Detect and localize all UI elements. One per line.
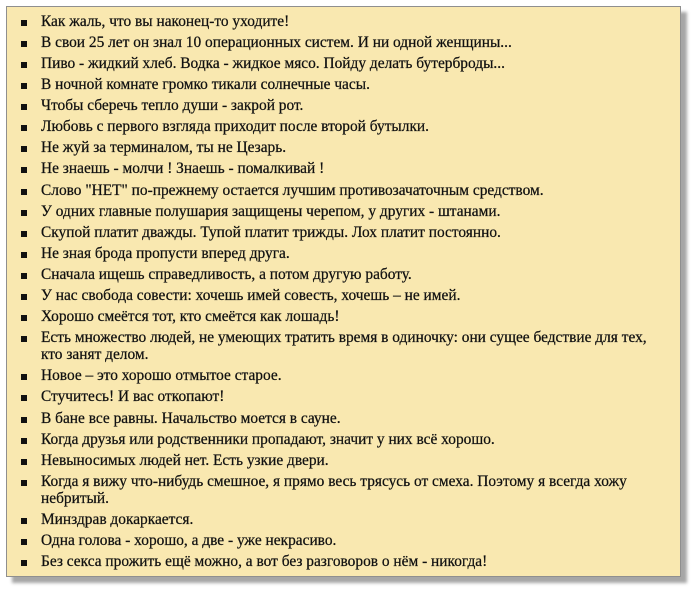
bullet-icon — [21, 560, 27, 566]
list-item-text: У нас свобода совести: хочешь имей совесть, хочешь – не имей. — [41, 286, 461, 304]
list-item — [21, 118, 666, 135]
bullet-icon — [21, 539, 27, 545]
list-item — [21, 532, 666, 549]
list-item-text: Без секса прожить ещё можно, а вот без разговоров о нём - никогда! — [41, 553, 488, 571]
list-item — [21, 182, 666, 199]
bullet-icon — [21, 167, 27, 173]
list-item — [21, 34, 666, 51]
list-item — [21, 553, 666, 570]
bullet-icon — [21, 374, 27, 380]
bullet-icon — [21, 294, 27, 300]
bullet-icon — [21, 83, 27, 89]
list-item-text: Как жаль, что вы наконец-то уходите! — [41, 13, 290, 30]
list-item — [21, 410, 666, 427]
list-item — [21, 55, 666, 72]
bullet-icon — [21, 231, 27, 237]
list-item-text: Чтобы сберечь тепло души - закрой рот. — [41, 97, 304, 115]
bullet-icon — [21, 395, 27, 401]
list-item-text: В бане все равны. Начальство моется в сауне. — [41, 409, 341, 427]
list-item-text: Пиво - жидкий хлеб. Водка - жидкое мясо. Пойду делать бутерброды... — [41, 55, 505, 73]
list-item — [21, 431, 666, 448]
list-item — [21, 452, 666, 469]
list-item-text: У одних главные полушария защищены черепом, у других - штанами. — [41, 202, 501, 220]
bullet-icon — [21, 336, 27, 342]
list-item-text: Новое – это хорошо отмытое старое. — [41, 367, 282, 385]
list-item — [21, 287, 666, 304]
list-item — [21, 388, 666, 405]
list-item-text: Не жуй за терминалом, ты не Цезарь. — [41, 139, 287, 157]
list-item-text: В свои 25 лет он знал 10 операционных систем. И ни одной женщины... — [41, 34, 512, 52]
list-item — [21, 308, 666, 325]
jokes-list — [7, 7, 680, 571]
bullet-icon — [21, 480, 27, 486]
bullet-icon — [21, 459, 27, 465]
bullet-icon — [21, 518, 27, 524]
list-item — [21, 139, 666, 156]
list-item-text: Есть множество людей, не умеющих тратить время в одиночку: они сущее бедствие для тех, кто занят делом. — [41, 328, 647, 364]
list-item — [21, 245, 666, 262]
bullet-icon — [21, 41, 27, 47]
bullet-icon — [21, 438, 27, 444]
list-item — [21, 367, 666, 384]
list-item — [21, 76, 666, 93]
list-item — [21, 511, 666, 528]
list-item — [21, 97, 666, 114]
list-item-text: Любовь с первого взгляда приходит после второй бутылки. — [41, 118, 430, 136]
list-item-text: Одна голова - хорошо, а две - уже некрасиво. — [41, 532, 337, 550]
bullet-icon — [21, 252, 27, 258]
list-item-text: Не знаешь - молчи ! Знаешь - помалкивай ! — [41, 160, 325, 178]
bullet-icon — [21, 104, 27, 110]
bullet-icon — [21, 210, 27, 216]
bullet-icon — [21, 62, 27, 68]
list-item-text: Скупой платит дважды. Тупой платит трижды. Лох платит постоянно. — [41, 223, 501, 241]
list-item — [21, 329, 666, 364]
bullet-icon — [21, 315, 27, 321]
list-item-text: Хорошо смеётся тот, кто смеётся как лошадь! — [41, 307, 340, 325]
list-item-text: Не зная брода пропусти вперед друга. — [41, 244, 290, 262]
list-item-text: В ночной комнате громко тикали солнечные часы. — [41, 76, 370, 94]
bullet-icon — [21, 146, 27, 152]
list-item — [21, 224, 666, 241]
bullet-icon — [21, 125, 27, 131]
list-item-text: Стучитесь! И вас откопают! — [41, 388, 225, 406]
list-item — [21, 203, 666, 220]
bullet-icon — [21, 273, 27, 279]
list-item-text: Невыносимых людей нет. Есть узкие двери. — [41, 451, 329, 469]
bullet-icon — [21, 189, 27, 195]
list-item — [21, 160, 666, 177]
list-item — [21, 13, 666, 30]
list-item-text: Сначала ищешь справедливость, а потом другую работу. — [41, 265, 412, 283]
list-item — [21, 473, 666, 508]
bullet-icon — [21, 20, 27, 26]
jokes-card — [6, 6, 681, 577]
list-item-text: Слово "НЕТ" по-прежнему остается лучшим противозачаточным средством. — [41, 181, 544, 199]
list-item — [21, 266, 666, 283]
list-item-text: Минздрав докаркается. — [41, 511, 194, 529]
list-item-text: Когда я вижу что-нибудь смешное, я прямо весь трясусь от смеха. Поэтому я всегда хожу небритый. — [41, 472, 627, 508]
bullet-icon — [21, 417, 27, 423]
list-item-text: Когда друзья или родственники пропадают, значит у них всё хорошо. — [41, 430, 495, 448]
